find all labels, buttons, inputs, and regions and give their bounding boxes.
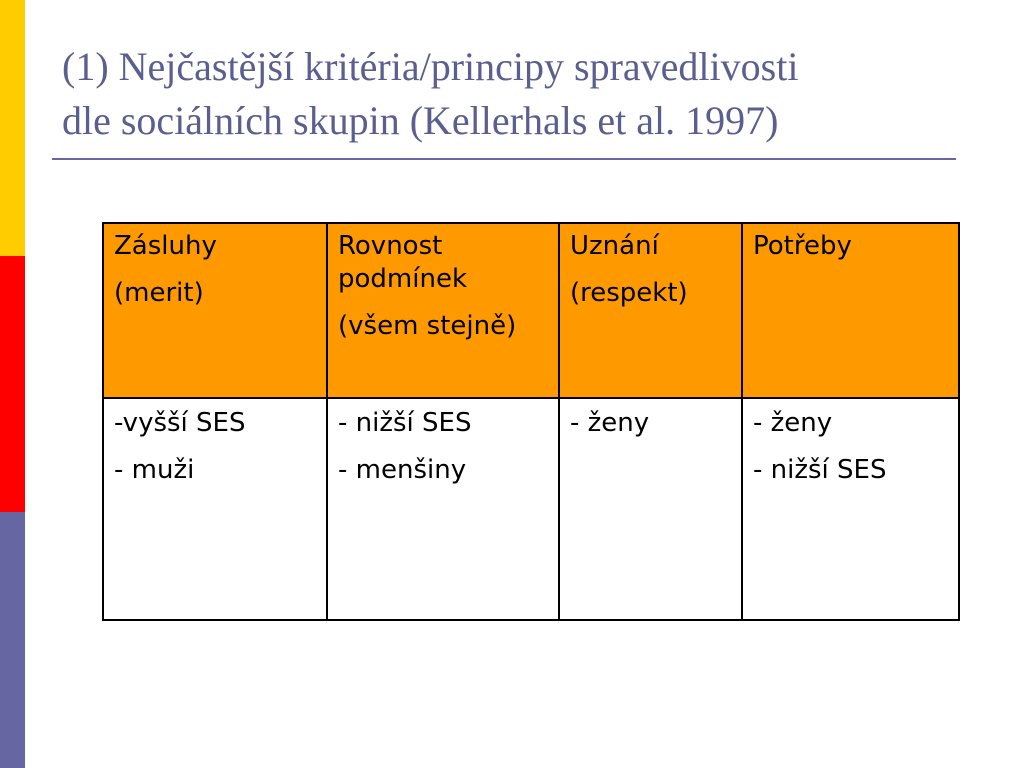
side-bar-blue xyxy=(0,512,25,768)
header-recognition-label: Uznání xyxy=(570,231,659,261)
header-cell-needs xyxy=(742,223,959,398)
header-recognition-translation: (respekt) xyxy=(570,278,688,308)
slide-title xyxy=(62,40,982,148)
list-item: - nižší SES xyxy=(753,455,887,485)
header-cell-recognition xyxy=(559,223,742,398)
list-item: -vyšší SES xyxy=(114,408,246,438)
list-item: - menšiny xyxy=(338,455,467,485)
header-equality-translation: (všem stejně) xyxy=(338,311,517,341)
slide-title-line-1: (1) Nejčastější kritéria/principy spravedlivosti xyxy=(62,44,799,89)
table-header-row xyxy=(103,223,959,398)
slide-title-line-2: dle sociálních skupin (Kellerhals et al. 1997) xyxy=(62,98,779,143)
body-cell-equality xyxy=(327,398,559,620)
header-cell-equality xyxy=(327,223,559,398)
side-bar-red xyxy=(0,256,25,512)
table-row xyxy=(103,398,959,620)
header-equality-label: Rovnost podmínek xyxy=(338,231,467,294)
list-item: - muži xyxy=(114,455,195,485)
list-item: - ženy xyxy=(570,408,650,438)
header-merit-label: Zásluhy xyxy=(114,231,217,261)
side-bar-yellow xyxy=(0,0,25,256)
title-underline xyxy=(52,158,956,160)
list-item: - ženy xyxy=(753,408,833,438)
criteria-table xyxy=(102,222,960,621)
body-cell-merit xyxy=(103,398,327,620)
list-item: - nižší SES xyxy=(338,408,472,438)
header-cell-merit xyxy=(103,223,327,398)
header-merit-translation: (merit) xyxy=(114,278,204,308)
body-cell-recognition xyxy=(559,398,742,620)
body-cell-needs xyxy=(742,398,959,620)
header-needs-label: Potřeby xyxy=(753,231,852,261)
